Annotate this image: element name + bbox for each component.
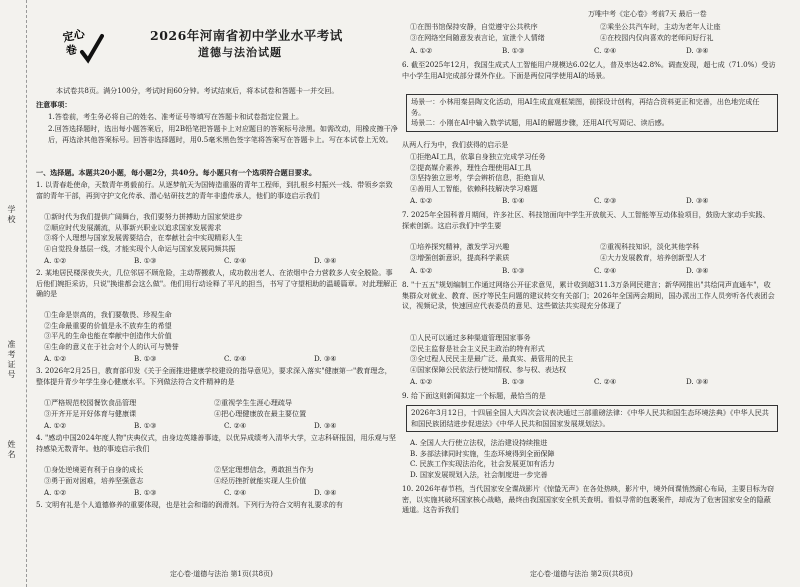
choice-c[interactable]: C. ②④ bbox=[224, 421, 247, 430]
choice-b[interactable]: B. ①④ bbox=[502, 196, 525, 205]
choice-a[interactable]: A. ①② bbox=[44, 488, 67, 497]
choice-a[interactable]: A. ①② bbox=[410, 46, 433, 55]
list-item: ④国家保障公民依法行使知情权、参与权、表达权 bbox=[410, 364, 567, 374]
q5-options bbox=[402, 22, 776, 43]
choice-c[interactable]: C. 民族工作实现法治化，社会发展更加有活力 bbox=[410, 459, 555, 469]
choice-d[interactable]: D. ③④ bbox=[314, 421, 337, 430]
list-item: ②提高媒介素养，理性合理使用AI工具 bbox=[410, 162, 532, 172]
question-7: 7. 2025年全国科普月期间，许多社区、科技馆面向中学生开放航天、人工智能等互动体验项目，鼓励大家动手实践、探索创新。这启示我们中学生要 bbox=[402, 210, 770, 230]
choice-c[interactable]: C. ②④ bbox=[224, 488, 247, 497]
question-6: 6. 截至2025年12月，我国生成式人工智能用户规模达6.02亿人，普及率达42.8%。调查发现，超七成（71.0%）受访中小学生用AI完成部分课外作业。下面是两位同学使用AI的场景。 bbox=[402, 60, 776, 80]
list-item: ③将个人理想与国家发展需要结合，在奉献社会中实现精彩人生 bbox=[44, 233, 243, 243]
list-item: ①拒绝AI工具，依靠自身独立完成学习任务 bbox=[410, 152, 546, 161]
list-item: ④把心理健康放在最主要位置 bbox=[214, 408, 307, 418]
list-item: ①身处逆境更有利于自身的成长 bbox=[44, 465, 144, 474]
scenario-box bbox=[406, 94, 778, 132]
q4-options bbox=[36, 465, 398, 486]
list-item: ②顺应时代发展潮流，从事新兴职业以追求国家发展需求 bbox=[44, 222, 222, 232]
choice-d[interactable]: D. ③④ bbox=[314, 256, 337, 265]
question-2: 2. 某地居民楼深夜失火，几位邻居不顾危险，主动帮搬救人，成功救出老人、在浓烟中合力营救多人安全脱险。事后他们婉拒采访，只说"换谁都会这么做"。他们用行动诠释了平凡的担当，书写了守望相助的温暖篇章。对此理解正确的是 bbox=[36, 268, 398, 299]
list-item: ④善用人工智能，依赖科技解决学习难题 bbox=[410, 183, 538, 193]
list-item: ③开齐开足开好体育与健康课 bbox=[44, 408, 137, 418]
q3-answers bbox=[44, 421, 394, 432]
choice-c[interactable]: C. ②④ bbox=[594, 46, 617, 55]
q8-answers bbox=[410, 377, 766, 388]
section-1-heading: 一、选择题。本题共20小题，每小题2分，共40分。每小题只有一个选项符合题目要求。 bbox=[36, 168, 317, 177]
dingxin-logo-icon bbox=[60, 22, 104, 66]
margin-school-label: 学校 bbox=[7, 205, 16, 225]
question-3: 3. 2026年2月25日，教育部印发《关于全面推进健康学校建设的指导意见》，要求深入落实"健康第一"教育理念，整体提升青少年学生身心健康水平。下列做法符合文件精神的是 bbox=[36, 366, 392, 386]
q2-answers bbox=[44, 354, 394, 365]
choice-d[interactable]: D. ③④ bbox=[686, 46, 709, 55]
news-box: 2026年3月12日，十四届全国人大四次会议表决通过三部重磅法律：《中华人民共和国生态环境法典》《中华人民共和国民族团结进步促进法》《中华人民共和国国家发展规划法》。 bbox=[406, 405, 778, 432]
choice-b[interactable]: B. ①③ bbox=[134, 354, 157, 363]
choice-b[interactable]: B. ①③ bbox=[502, 377, 525, 386]
choice-a[interactable]: A. ①② bbox=[410, 266, 433, 275]
choice-d[interactable]: D. ③④ bbox=[686, 196, 709, 205]
notice-2: 2.回答选择题时，选出每小题答案后，用2B铅笔把答题卡上对应题目的答案标号涂黑。如需改动，用橡皮擦干净后，再选涂其他答案标号。回答非选择题时，用0.5毫米黑色签字笔将答案写在答题卡上。写在本试卷上无效。 bbox=[48, 124, 398, 144]
margin-name-label: 姓名 bbox=[7, 440, 16, 460]
choice-b[interactable]: B. ①③ bbox=[502, 266, 525, 275]
choice-b[interactable]: B. ①③ bbox=[134, 488, 157, 497]
choice-a[interactable]: A. ①② bbox=[44, 256, 67, 265]
list-item: ②乘坐公共汽车时，主动为老年人让座 bbox=[600, 22, 721, 31]
question-5: 5. 文明有礼是个人道德修养的重要体现，也是社会和谐的润滑剂。下列行为符合文明有礼要求的有 bbox=[36, 500, 343, 509]
choice-c[interactable]: C. ②④ bbox=[594, 377, 617, 386]
q8-options bbox=[402, 333, 776, 375]
q3-options bbox=[36, 398, 398, 419]
list-item: ③坚持独立思考，学会辨析信息，拒绝盲从 bbox=[410, 173, 545, 183]
list-item: ①严格规范校园餐饮食品管理 bbox=[44, 398, 137, 407]
q4-answers bbox=[44, 488, 394, 499]
list-item: ①生命是崇高的，我们要敬畏、珍视生命 bbox=[44, 310, 172, 319]
svg-text:定心: 定心 bbox=[61, 27, 86, 45]
q6-answers bbox=[410, 196, 766, 207]
q6-stem: 从两人行为中，我们获得的启示是 bbox=[402, 140, 509, 149]
notice-title: 注意事项： bbox=[36, 100, 72, 109]
question-4: 4. "感动中国2024年度人物"庆典仪式，由身边英雄善事迹，以优异成绩考入清华大学，立志科研报国，用乐观与坚持感染无数青年。他的事迹启示我们 bbox=[36, 433, 396, 453]
choice-b[interactable]: B. ①③ bbox=[502, 46, 525, 55]
list-item: ④自觉投身基层一线，才能实现个人命运与国家发展同频共振 bbox=[44, 243, 236, 253]
notice-1: 1.答卷前，考生务必将自己的姓名、准考证号等填写在答题卡和试卷指定位置上。 bbox=[48, 112, 304, 121]
question-9: 9. 给下面这则新闻拟定一个标题，最恰当的是 bbox=[402, 391, 546, 400]
list-item: ③增强创新意识，提高科学素质 bbox=[410, 252, 510, 262]
list-item: ③勇于面对困难，培养坚强意志 bbox=[44, 475, 144, 485]
scenario-2: 场景二：小刚在AI中输入数学试题，用AI的解题步骤，还用AI代写周记、读后感。 bbox=[411, 118, 669, 128]
choice-c[interactable]: C. ②④ bbox=[594, 266, 617, 275]
footer-right: 定心卷·道德与法治 第2页(共8页) bbox=[530, 570, 633, 578]
question-1: 1. 以青春赴使命，天数青年勇毅前行。从逐梦航天为国铸造重器的青年工程师，到扎根乡村振兴一线、带领乡亲致富的青年干部，再到守护文化传承、潜心钻研技艺的青年非遗传承人，他们的事迹启示我们 bbox=[36, 180, 393, 200]
q9-options bbox=[402, 438, 776, 480]
q2-options bbox=[36, 310, 398, 352]
list-item: ③平凡的生命也能在奉献中创造伟大价值 bbox=[44, 331, 172, 341]
list-item: ①人民可以通过多种渠道管理国家事务 bbox=[410, 333, 531, 342]
choice-c[interactable]: C. ②④ bbox=[224, 354, 247, 363]
list-item: ②生命最重要的价值是永不放弃生的希望 bbox=[44, 320, 172, 330]
choice-d[interactable]: D. ③④ bbox=[314, 488, 337, 497]
list-item: ②民主监督是社会主义民主政治的特有形式 bbox=[410, 343, 545, 353]
question-8: 8. "十五五"规划编制工作通过网络公开征求意见，累计收到超311.3万条网民建言；新华网推出"共绘同声直通车"，收集群众对就业、教育、医疗等民生问题的建议转交有关部门；2026年全国两会期间，国办派出工作人员旁听各代表团会议，视频记录，快速回应代表委员的意见、这些做法共实现充分体现了 bbox=[402, 280, 775, 311]
list-item: ①在图书馆保持安静，自觉遵守公共秩序 bbox=[410, 22, 538, 31]
choice-a[interactable]: A. ①② bbox=[44, 421, 67, 430]
exam-subtitle: 道德与法治试题 bbox=[198, 46, 282, 59]
choice-d[interactable]: D. ③④ bbox=[686, 266, 709, 275]
q5-answers bbox=[410, 46, 766, 57]
list-item: ④生命的意义在于社会对个人的认可与赞誉 bbox=[44, 341, 179, 351]
choice-a[interactable]: A. 全国人大行使立法权，法治建设持续推进 bbox=[410, 438, 548, 447]
question-10: 10. 2026年春节档，当代国家安全谍战影片《惊蛰无声》在各处热映，影片中，境外间谍悄然耐心布局，主要目标为窃密，以实施其破坏国家核心战略，最终由我国国家安全机关查明。看似寻常的包裹案件，却成为了危害国家安全的隐蔽通道。这告诉我们 bbox=[402, 484, 775, 515]
choice-d[interactable]: D. ③④ bbox=[686, 377, 709, 386]
list-item: ④经历挫折就能实现人生价值 bbox=[214, 475, 307, 485]
choice-a[interactable]: A. ①② bbox=[410, 377, 433, 386]
list-item: ②坚定理想信念，勇敢担当作为 bbox=[214, 465, 314, 474]
choice-b[interactable]: B. ①③ bbox=[134, 256, 157, 265]
list-item: ④在校园内仅向喜欢的老师问好行礼 bbox=[600, 32, 714, 42]
choice-d[interactable]: D. ③④ bbox=[314, 354, 337, 363]
list-item: ①培养探究精神，激发学习兴趣 bbox=[410, 242, 510, 251]
choice-c[interactable]: C. ②③ bbox=[594, 196, 617, 205]
q1-answers bbox=[44, 256, 394, 267]
list-item: ②重视科技知识，淡化其他学科 bbox=[600, 242, 700, 251]
choice-b[interactable]: B. 多部法律同时实施，生态环境得到全面保障 bbox=[410, 448, 555, 458]
q7-answers bbox=[410, 266, 766, 277]
choice-c[interactable]: C. ②④ bbox=[224, 256, 247, 265]
choice-a[interactable]: A. ①② bbox=[44, 354, 67, 363]
q1-options bbox=[36, 212, 398, 254]
binding-margin bbox=[0, 0, 27, 587]
intro-text: 本试卷共8页。满分100分，考试时间60分钟。考试结束后，将本试卷和答题卡一并交回。 bbox=[56, 86, 339, 95]
header-right: 万唯中考《定心卷》考前7天 最后一卷 bbox=[588, 10, 707, 18]
list-item: ②重视学生生涯心理疏导 bbox=[214, 398, 293, 407]
list-item: ③在网络空间随意发表言论，宣泄个人情绪 bbox=[410, 32, 545, 42]
footer-left: 定心卷·道德与法治 第1页(共8页) bbox=[170, 570, 273, 578]
choice-a[interactable]: A. ①② bbox=[410, 196, 433, 205]
list-item: ④大力发展教育，培养创新型人才 bbox=[600, 252, 707, 262]
margin-ticket-label: 准考证号 bbox=[7, 340, 16, 380]
svg-text:卷: 卷 bbox=[64, 42, 79, 58]
exam-title: 2026年河南省初中学业水平考试 bbox=[150, 28, 343, 43]
scenario-1: 场景一：小林用秦县陶文化活动，用AI生成直观框架图，前探设计创构，再结合资料更正和完善，出色地完成任务。 bbox=[411, 97, 760, 117]
q6-options bbox=[402, 152, 776, 194]
list-item: ①新时代为我们提供广阔舞台，我们要努力拼搏助力国家荣进步 bbox=[44, 212, 243, 221]
q7-options bbox=[402, 242, 776, 263]
choice-d[interactable]: D. 国家发展规划入法，社会制度进一步完善 bbox=[410, 469, 548, 479]
choice-b[interactable]: B. ①③ bbox=[134, 421, 157, 430]
list-item: ③全过程人民民主是最广泛、最真实、最管用的民主 bbox=[410, 354, 574, 364]
